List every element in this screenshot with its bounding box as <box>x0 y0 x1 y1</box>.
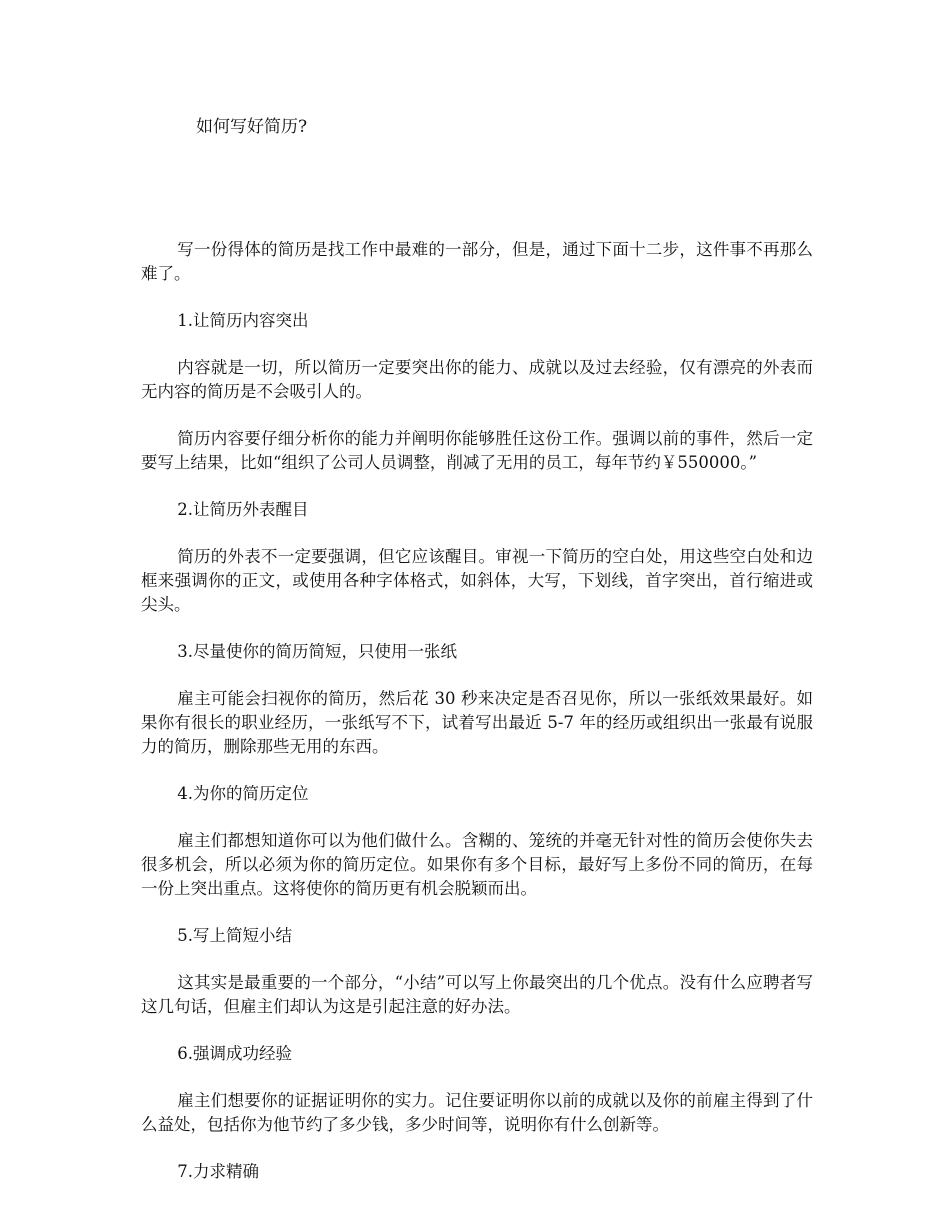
section-5-paragraph-1: 这其实是最重要的一个部分，“小结”可以写上你最突出的几个优点。没有什么应聘者写这几句话，但雇主们却认为这是引起注意的好办法。 <box>141 973 813 1016</box>
section-3-paragraph-1: 雇主可能会扫视你的简历，然后花 30 秒来决定是否召见你，所以一张纸效果最好。如果你有很长的职业经历，一张纸写不下，试着写出最近 5-7 年的经历或组织出一张最有说服力的简历，删除那些无用的东西。 <box>141 689 813 756</box>
section-heading-2: 2.让简历外表醒目 <box>177 500 309 519</box>
section-heading-1: 1.让简历内容突出 <box>177 311 309 330</box>
intro-paragraph: 写一份得体的简历是找工作中最难的一部分，但是，通过下面十二步，这件事不再那么难了。 <box>141 240 813 283</box>
document-body <box>141 238 813 1207</box>
section-1-paragraph-1: 内容就是一切，所以简历一定要突出你的能力、成就以及过去经验，仅有漂亮的外表而无内容的简历是不会吸引人的。 <box>141 358 813 401</box>
section-heading-4: 4.为你的简历定位 <box>177 784 309 803</box>
section-6-paragraph-1: 雇主们想要你的证据证明你的实力。记住要证明你以前的成就以及你的前雇主得到了什么益处，包括你为他节约了多少钱，多少时间等，说明你有什么创新等。 <box>141 1091 813 1134</box>
section-heading-6: 6.强调成功经验 <box>177 1044 293 1063</box>
section-heading-3: 3.尽量使你的简历简短，只使用一张纸 <box>177 642 458 661</box>
section-2-paragraph-1: 简历的外表不一定要强调，但它应该醒目。审视一下简历的空白处，用这些空白处和边框来强调你的正文，或使用各种字体格式，如斜体，大写，下划线，首字突出，首行缩进或尖头。 <box>141 547 813 614</box>
section-1-paragraph-2: 简历内容要仔细分析你的能力并阐明你能够胜任这份工作。强调以前的事件，然后一定要写上结果，比如“组织了公司人员调整，削减了无用的员工，每年节约￥550000。” <box>141 429 813 472</box>
section-heading-7: 7.力求精确 <box>177 1162 260 1181</box>
section-4-paragraph-1: 雇主们都想知道你可以为他们做什么。含糊的、笼统的并毫无针对性的简历会使你失去很多机会，所以必须为你的简历定位。如果你有多个目标，最好写上多份不同的简历，在每一份上突出重点。这将使你的简历更有机会脱颖而出。 <box>141 831 813 898</box>
section-heading-5: 5.写上简短小结 <box>177 926 293 945</box>
document-title: 如何写好简历? <box>196 117 308 137</box>
